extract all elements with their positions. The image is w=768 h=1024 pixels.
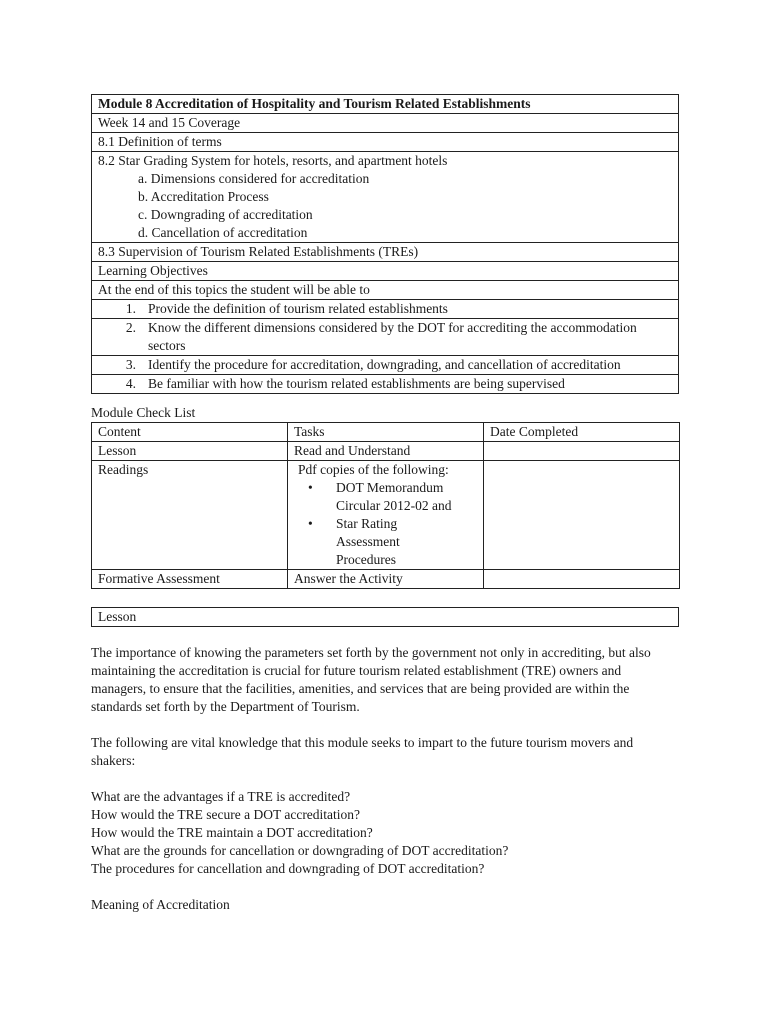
question-item: The procedures for cancellation and downgrading of DOT accreditation? <box>91 861 485 876</box>
readings-intro: Pdf copies of the following: <box>298 462 449 477</box>
content-cell: Readings <box>92 461 288 570</box>
table-header-row <box>92 423 680 442</box>
table-row <box>92 461 680 570</box>
coverage-row: Week 14 and 15 Coverage <box>92 114 679 133</box>
table-row <box>92 442 680 461</box>
bullet-icon: • <box>308 480 313 495</box>
sub-item-b: b. Accreditation Process <box>138 189 269 204</box>
objective-text: Be familiar with how the tourism related establishments are being supervised <box>148 376 565 391</box>
objective-number: 4. <box>125 376 136 391</box>
objective-text: Provide the definition of tourism related establishments <box>148 301 448 316</box>
objectives-heading: Learning Objectives <box>92 262 679 281</box>
date-cell <box>484 570 680 589</box>
section-8-2 <box>92 152 679 243</box>
reading-item <box>294 479 477 515</box>
objective-text: Identify the procedure for accreditation, downgrading, and cancellation of accreditation <box>148 357 621 372</box>
task-cell: Answer the Activity <box>288 570 484 589</box>
lesson-box <box>91 607 679 627</box>
task-cell <box>288 461 484 570</box>
intro-paragraph: The importance of knowing the parameters set forth by the government not only in accrediting, but also maintaining the accreditation is crucial for future tourism related establishment (TRE) owners and managers, to ensure that the facilities, amenities, and services that are being provided are within the standards set forth by the Department of Tourism. <box>91 645 651 714</box>
checklist-label: Module Check List <box>91 405 196 420</box>
module-table <box>91 94 679 394</box>
column-header-content: Content <box>92 423 288 442</box>
objective-number: 3. <box>125 357 136 372</box>
reading-text: DOT Memorandum Circular 2012-02 and <box>336 480 452 513</box>
objective-4 <box>92 375 679 394</box>
content-cell: Formative Assessment <box>92 570 288 589</box>
column-header-date: Date Completed <box>484 423 680 442</box>
objectives-intro: At the end of this topics the student will be able to <box>92 281 679 300</box>
column-header-tasks: Tasks <box>288 423 484 442</box>
objective-3 <box>92 356 679 375</box>
sub-item-c: c. Downgrading of accreditation <box>138 207 313 222</box>
objective-text: Know the different dimensions considered by the DOT for accrediting the accommodation sectors <box>148 320 637 353</box>
question-list <box>91 788 679 878</box>
section-8-3: 8.3 Supervision of Tourism Related Establishments (TREs) <box>92 243 679 262</box>
date-cell <box>484 461 680 570</box>
section-8-1: 8.1 Definition of terms <box>92 133 679 152</box>
section-8-2-title: 8.2 Star Grading System for hotels, resorts, and apartment hotels <box>98 153 448 168</box>
objective-1 <box>92 300 679 319</box>
question-item: How would the TRE secure a DOT accreditation? <box>91 807 361 822</box>
reading-text: Star Rating Assessment Procedures <box>336 516 400 567</box>
lesson-box-label: Lesson <box>92 608 679 627</box>
date-cell <box>484 442 680 461</box>
task-cell: Read and Understand <box>288 442 484 461</box>
sub-item-d: d. Cancellation of accreditation <box>138 225 308 240</box>
sub-item-a: a. Dimensions considered for accreditation <box>138 171 370 186</box>
objective-number: 1. <box>125 301 136 316</box>
objective-2 <box>92 319 679 356</box>
section-heading: Meaning of Accreditation <box>91 897 230 912</box>
content-cell: Lesson <box>92 442 288 461</box>
knowledge-paragraph: The following are vital knowledge that this module seeks to impart to the future tourism movers and shakers: <box>91 735 634 768</box>
objective-number: 2. <box>125 320 136 335</box>
document-page <box>91 94 679 914</box>
table-row <box>92 570 680 589</box>
question-item: What are the advantages if a TRE is accredited? <box>91 789 351 804</box>
reading-item <box>294 515 477 569</box>
bullet-icon: • <box>308 516 313 531</box>
checklist-table <box>91 422 680 589</box>
question-item: How would the TRE maintain a DOT accreditation? <box>91 825 373 840</box>
module-title: Module 8 Accreditation of Hospitality and Tourism Related Establishments <box>92 95 679 114</box>
question-item: What are the grounds for cancellation or downgrading of DOT accreditation? <box>91 843 509 858</box>
